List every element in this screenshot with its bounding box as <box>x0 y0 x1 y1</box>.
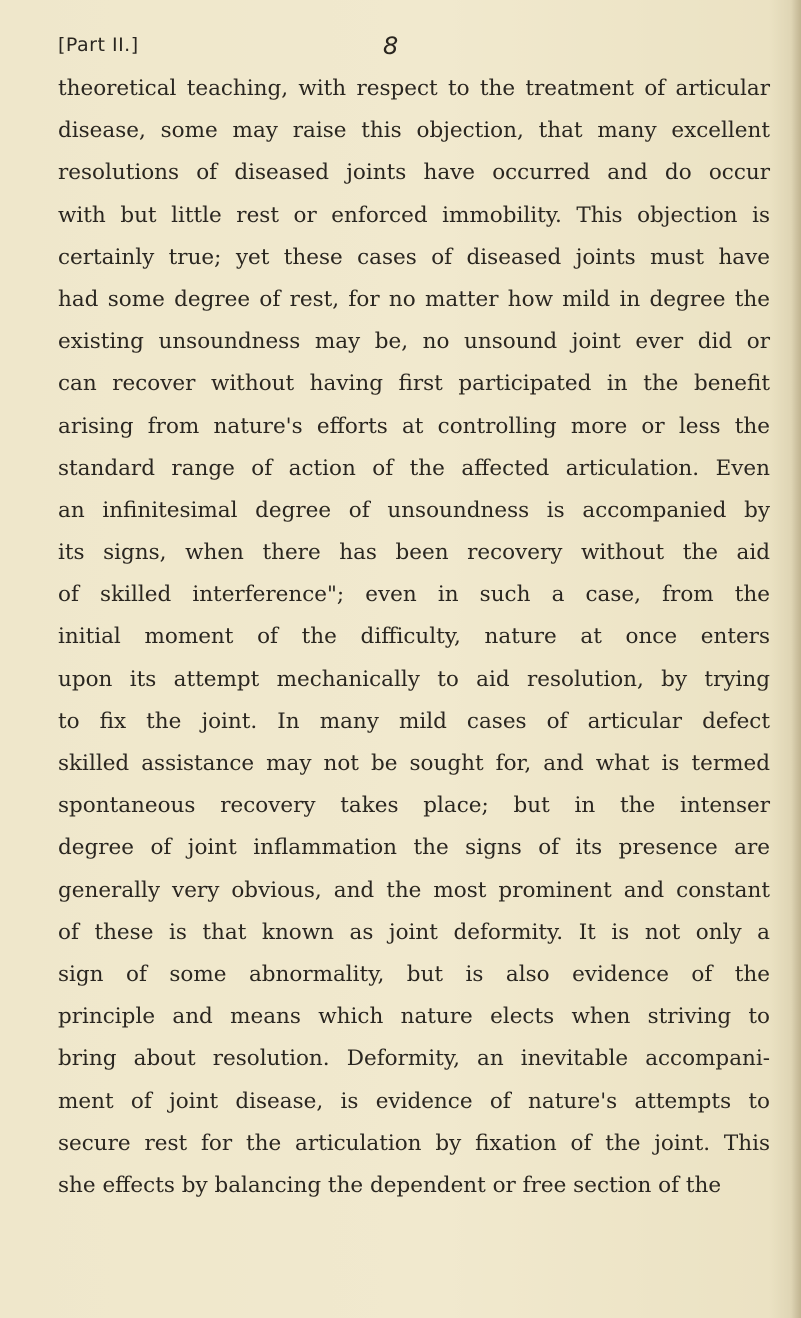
text-line: certainly true; yet these cases of diseased joints must have <box>58 244 770 270</box>
text-line: skilled assistance may not be sought for, and what is termed <box>58 751 770 776</box>
page-number: 8 <box>383 32 399 60</box>
text-line: degree of joint inflammation the signs of its presence are <box>58 835 770 861</box>
text-line: to fix the joint. In many mild cases of articular defect <box>58 708 770 734</box>
text-line: spontaneous recovery takes place; but in the intenser <box>58 793 770 819</box>
text-line: of these is that known as joint deformity. It is not only a <box>58 919 770 945</box>
text-line: can recover without having first participated in the benefit <box>58 371 770 397</box>
text-line: with but little rest or enforced immobility. This objection is <box>58 202 770 228</box>
text-line: initial moment of the difficulty, nature at once enters <box>58 624 770 650</box>
text-line: she effects by balancing the dependent or free section of the <box>58 1172 722 1198</box>
text-line: bring about resolution. Deformity, an inevitable accompani- <box>58 1046 770 1072</box>
text-line: theoretical teaching, with respect to the treatment of articular <box>58 76 770 101</box>
text-line: disease, some may raise this objection, that many excellent <box>58 118 770 144</box>
text-line: its signs, when there has been recovery without the aid <box>58 540 770 566</box>
text-line: secure rest for the articulation by fixation of the joint. This <box>58 1130 770 1156</box>
body-paragraph <box>58 68 770 1207</box>
part-label: [Part II.] <box>58 34 139 56</box>
text-line: an infinitesimal degree of unsoundness is accompanied by <box>58 497 770 523</box>
text-line: of skilled interference"; even in such a case, from the <box>58 582 770 608</box>
text-line: principle and means which nature elects when striving to <box>58 1004 770 1030</box>
text-line: standard range of action of the affected articulation. Even <box>58 455 770 481</box>
text-line: existing unsoundness may be, no unsound joint ever did or <box>58 329 770 355</box>
text-line: generally very obvious, and the most prominent and constant <box>58 877 770 903</box>
text-line: ment of joint disease, is evidence of nature's attempts to <box>58 1088 770 1114</box>
text-line: upon its attempt mechanically to aid resolution, by trying <box>58 666 770 692</box>
text-line: had some degree of rest, for no matter how mild in degree the <box>58 286 770 312</box>
text-line: arising from nature's efforts at controlling more or less the <box>58 413 770 439</box>
page-edge-shadow <box>791 0 801 1318</box>
text-line: resolutions of diseased joints have occurred and do occur <box>58 160 770 186</box>
text-line: sign of some abnormality, but is also evidence of the <box>58 961 770 987</box>
